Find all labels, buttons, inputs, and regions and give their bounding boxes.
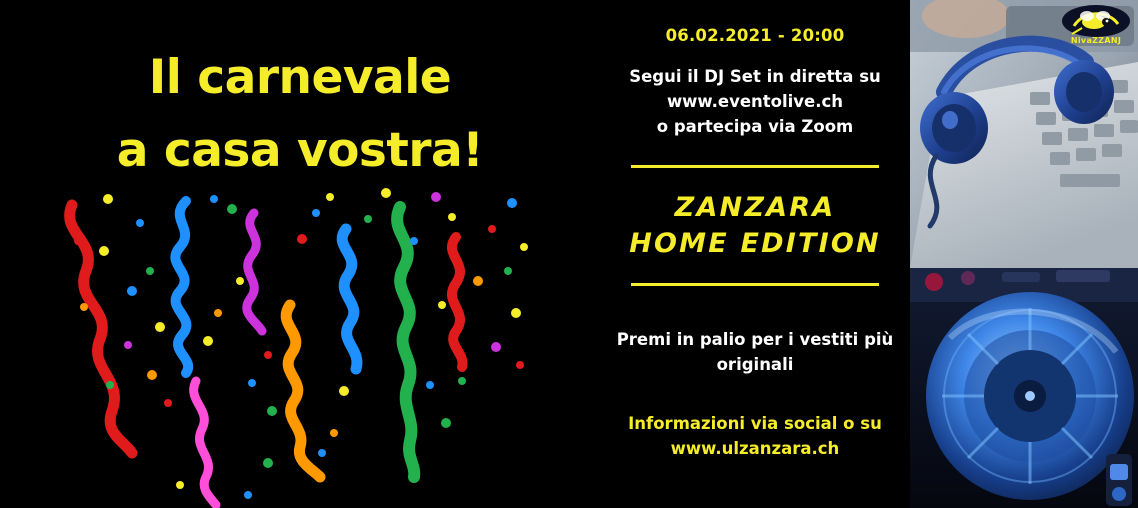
stream-instructions <box>612 64 898 139</box>
brand-line-1: ZANZARA <box>674 192 836 224</box>
info-line-1: Informazioni via social o su <box>628 413 882 433</box>
page-title <box>0 42 600 188</box>
zanzara-logo <box>1060 4 1132 46</box>
contact-info <box>612 412 898 462</box>
prizes-line-2: originali <box>716 355 794 375</box>
divider-bottom <box>631 283 879 286</box>
turntable-photo <box>910 268 1138 508</box>
info-panel <box>600 0 910 508</box>
divider-top <box>631 165 879 168</box>
logo-label: NivaZZANJ <box>1070 36 1122 45</box>
stream-line-3: o partecipa via Zoom <box>656 117 854 137</box>
headline-line-2: a casa vostra! <box>116 122 484 178</box>
event-datetime: 06.02.2021 - 20:00 <box>665 26 845 45</box>
brand-line-2: HOME EDITION <box>629 227 881 259</box>
photo-panel <box>910 0 1138 508</box>
event-brand <box>612 190 898 261</box>
stream-url[interactable]: www.eventolive.ch <box>666 92 844 112</box>
stream-line-1: Segui il DJ Set in diretta su <box>629 67 881 86</box>
confetti-illustration <box>0 185 600 508</box>
prizes-note <box>612 328 898 378</box>
headline-line-1: Il carnevale <box>148 50 452 105</box>
prizes-line-1: Premi in palio per i vestiti più <box>616 330 894 350</box>
info-url[interactable]: www.ulzanzara.ch <box>670 438 840 458</box>
